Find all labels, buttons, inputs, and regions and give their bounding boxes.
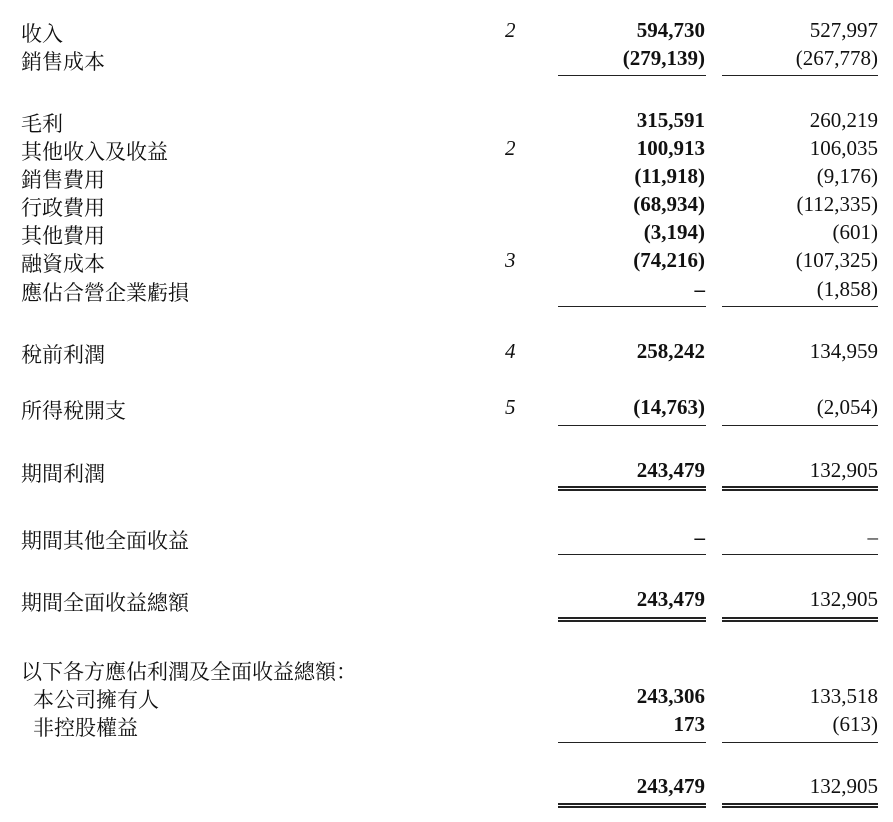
- current-value: –: [694, 525, 705, 549]
- subtotal-rule: [722, 554, 878, 555]
- row-label: 其他收入及收益: [21, 140, 168, 164]
- current-value: (68,934): [633, 192, 705, 216]
- prior-value: 527,997: [809, 18, 878, 42]
- row-label: 本公司擁有人: [33, 688, 159, 712]
- row-attributable-heading: [0, 656, 893, 684]
- prior-value: (107,325): [795, 248, 878, 272]
- note-ref: 4: [505, 339, 516, 363]
- prior-value: (2,054): [816, 395, 878, 419]
- current-value: 315,591: [636, 108, 705, 132]
- current-value: (74,216): [633, 248, 705, 272]
- row-final-total: [0, 774, 893, 802]
- current-value: (3,194): [643, 220, 705, 244]
- current-value: 173: [673, 712, 705, 736]
- prior-value: 132,905: [809, 458, 878, 482]
- row-revenue: [0, 18, 893, 46]
- total-double-rule: [722, 617, 878, 622]
- row-label: 應佔合營企業虧損: [21, 281, 189, 305]
- row-admin-expenses: [0, 192, 893, 220]
- note-ref: 2: [505, 18, 516, 42]
- current-value: 243,479: [636, 587, 705, 611]
- total-double-rule: [558, 803, 706, 808]
- current-value: (14,763): [633, 395, 705, 419]
- prior-value: 132,905: [809, 774, 878, 798]
- row-label: 其他費用: [21, 224, 105, 248]
- subtotal-rule: [558, 425, 706, 426]
- current-value: 258,242: [636, 339, 705, 363]
- row-income-tax: [0, 395, 893, 423]
- prior-value: (1,858): [816, 277, 878, 301]
- subtotal-rule: [722, 742, 878, 743]
- row-profit-for-period: [0, 458, 893, 486]
- row-finance-costs: [0, 248, 893, 276]
- current-value: 243,306: [636, 684, 705, 708]
- row-other-income: [0, 136, 893, 164]
- row-label: 收入: [21, 22, 63, 46]
- row-label: 稅前利潤: [21, 343, 105, 367]
- row-selling-expenses: [0, 164, 893, 192]
- current-value: 243,479: [636, 458, 705, 482]
- current-value: (11,918): [634, 164, 705, 188]
- subtotal-rule: [558, 554, 706, 555]
- row-label: 銷售成本: [21, 50, 105, 74]
- row-other-expenses: [0, 220, 893, 248]
- current-value: 594,730: [636, 18, 705, 42]
- row-label: 所得稅開支: [21, 399, 126, 423]
- row-label: 非控股權益: [33, 716, 138, 740]
- current-value: 243,479: [636, 774, 705, 798]
- row-label: 毛利: [21, 112, 63, 136]
- note-ref: 2: [505, 136, 516, 160]
- prior-value: 260,219: [809, 108, 878, 132]
- row-gross-profit: [0, 108, 893, 136]
- current-value: –: [694, 277, 705, 301]
- row-label: 融資成本: [21, 252, 105, 276]
- note-ref: 5: [505, 395, 516, 419]
- current-value: 100,913: [636, 136, 705, 160]
- prior-value: (613): [832, 712, 878, 736]
- prior-value: 134,959: [809, 339, 878, 363]
- total-double-rule: [722, 486, 878, 491]
- row-label: 期間全面收益總額: [21, 591, 189, 615]
- prior-value: 132,905: [809, 587, 878, 611]
- row-owners-of-company: [0, 684, 893, 712]
- row-jv-loss: [0, 277, 893, 305]
- prior-value: (267,778): [795, 46, 878, 70]
- row-label: 行政費用: [21, 196, 105, 220]
- current-value: (279,139): [622, 46, 705, 70]
- row-cost-of-sales: [0, 46, 893, 74]
- subtotal-rule: [558, 742, 706, 743]
- prior-value: (601): [832, 220, 878, 244]
- prior-value: 106,035: [809, 136, 878, 160]
- prior-value: 133,518: [809, 684, 878, 708]
- prior-value: (9,176): [816, 164, 878, 188]
- subtotal-rule: [558, 306, 706, 307]
- total-double-rule: [558, 486, 706, 491]
- row-label: 銷售費用: [21, 168, 105, 192]
- row-other-comprehensive-income: [0, 525, 893, 553]
- row-label: 以下各方應佔利潤及全面收益總額：: [21, 660, 357, 684]
- row-total-comprehensive-income: [0, 587, 893, 615]
- total-double-rule: [722, 803, 878, 808]
- row-profit-before-tax: [0, 339, 893, 367]
- subtotal-rule: [558, 75, 706, 76]
- row-label: 期間其他全面收益: [21, 529, 189, 553]
- row-label: 期間利潤: [21, 462, 105, 486]
- subtotal-rule: [722, 425, 878, 426]
- total-double-rule: [558, 617, 706, 622]
- note-ref: 3: [505, 248, 516, 272]
- prior-value: (112,335): [796, 192, 878, 216]
- subtotal-rule: [722, 75, 878, 76]
- prior-value: –: [867, 525, 878, 549]
- row-non-controlling-interests: [0, 712, 893, 740]
- subtotal-rule: [722, 306, 878, 307]
